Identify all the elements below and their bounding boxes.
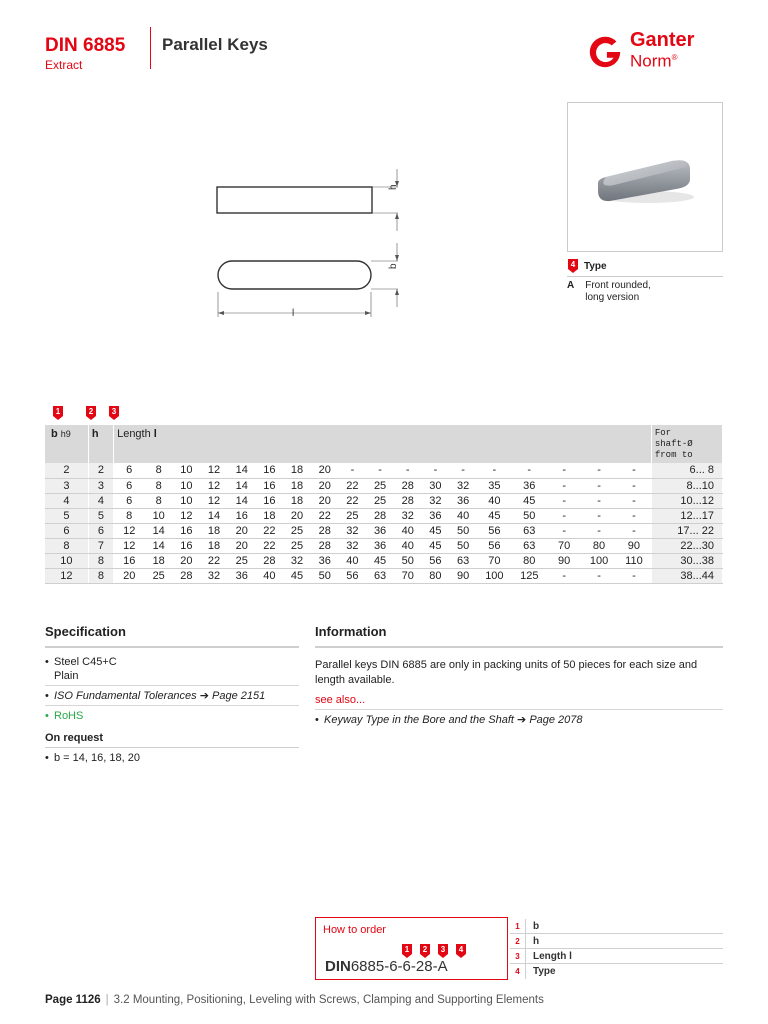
table-row <box>45 553 723 568</box>
table-cell: 20 <box>114 568 145 583</box>
table-cell: 20 <box>228 523 256 538</box>
table-cell: - <box>582 523 617 538</box>
table-cell: 30...38 <box>651 553 722 568</box>
table-cell: 20 <box>311 478 339 493</box>
on-request-item: • b = 14, 16, 18, 20 <box>45 752 140 764</box>
table-cell: 100 <box>477 568 512 583</box>
see-also-link[interactable]: see also... <box>315 694 723 710</box>
table-cell: 14 <box>228 463 256 478</box>
table-cell: 6... 8 <box>651 463 722 478</box>
table-cell: 10...12 <box>651 493 722 508</box>
table-cell: 40 <box>394 523 422 538</box>
table-cell: 45 <box>422 538 450 553</box>
table-cell: 3 <box>45 478 88 493</box>
table-header-row <box>45 425 723 463</box>
information-text: Parallel keys DIN 6885 are only in packing units of 50 pieces for each size and length available. <box>315 659 698 686</box>
type-legend <box>567 259 723 304</box>
table-row <box>45 508 723 523</box>
table-cell: 10 <box>173 493 201 508</box>
table-cell: 50 <box>449 523 477 538</box>
table-cell: - <box>582 493 617 508</box>
table-cell: 90 <box>616 538 651 553</box>
table-cell: 50 <box>394 553 422 568</box>
table-cell: 28 <box>173 568 201 583</box>
table-cell: 6 <box>114 463 145 478</box>
table-cell: 25 <box>145 568 173 583</box>
table-cell: 40 <box>339 553 367 568</box>
table-cell: 8 <box>114 508 145 523</box>
table-cell: 40 <box>256 568 284 583</box>
table-cell: 20 <box>311 493 339 508</box>
table-cell: 80 <box>512 553 547 568</box>
table-cell: 12 <box>114 523 145 538</box>
table-cell: 16 <box>256 463 284 478</box>
registered-mark: ® <box>671 53 678 62</box>
ganter-logo-icon <box>586 33 624 71</box>
table-cell: 36 <box>228 568 256 583</box>
table-cell: 40 <box>394 538 422 553</box>
table-cell: 45 <box>283 568 311 583</box>
table-cell: 50 <box>311 568 339 583</box>
table-cell: 80 <box>582 538 617 553</box>
table-cell: 32 <box>422 493 450 508</box>
order-badge-1: 1 <box>401 944 413 958</box>
table-cell: 90 <box>547 553 582 568</box>
table-cell: - <box>547 508 582 523</box>
table-cell: 70 <box>394 568 422 583</box>
table-cell: 6 <box>88 523 113 538</box>
spec-item-iso: • ISO Fundamental Tolerances ➔ Page 2151 <box>45 686 299 706</box>
table-cell: 5 <box>88 508 113 523</box>
table-cell: 6 <box>114 493 145 508</box>
table-cell: - <box>582 508 617 523</box>
footer-section: 3.2 Mounting, Positioning, Leveling with Screws, Clamping and Supporting Elements <box>113 994 544 1006</box>
table-cell: 28 <box>366 508 394 523</box>
table-cell: 110 <box>616 553 651 568</box>
table-cell: 14 <box>145 538 173 553</box>
table-cell: 8 <box>145 493 173 508</box>
table-cell: 12 <box>173 508 201 523</box>
table-row <box>45 523 723 538</box>
table-cell: - <box>582 478 617 493</box>
table-cell: 12 <box>114 538 145 553</box>
table-cell: 16 <box>256 478 284 493</box>
brand-name-line1: Ganter <box>630 29 695 51</box>
table-cell: 14 <box>228 493 256 508</box>
table-cell: 17... 22 <box>651 523 722 538</box>
dimension-l-label: l <box>292 308 295 319</box>
table-cell: - <box>616 508 651 523</box>
table-cell: - <box>394 463 422 478</box>
on-request-title: On request <box>45 732 299 748</box>
order-code: DIN6885-6-6-28-A <box>325 958 448 975</box>
page-subtitle: Parallel Keys <box>162 35 268 54</box>
table-cell: 32 <box>200 568 228 583</box>
table-cell: 40 <box>477 493 512 508</box>
keyway-link[interactable]: • Keyway Type in the Bore and the Shaft ➔ Page 2078 <box>315 714 583 726</box>
table-cell: 8...10 <box>651 478 722 493</box>
table-cell: 63 <box>449 553 477 568</box>
table-cell: 12 <box>200 493 228 508</box>
badge-3: 3 <box>108 406 120 420</box>
table-cell: 38...44 <box>651 568 722 583</box>
table-cell: - <box>616 523 651 538</box>
table-cell: - <box>616 568 651 583</box>
table-cell: 32 <box>339 538 367 553</box>
table-cell: 25 <box>366 493 394 508</box>
table-cell: 30 <box>422 478 450 493</box>
table-cell: 80 <box>422 568 450 583</box>
order-badge-3: 3 <box>437 944 449 958</box>
dimensions-table <box>45 425 723 584</box>
table-cell: 18 <box>283 478 311 493</box>
table-cell: 18 <box>200 523 228 538</box>
table-cell: 36 <box>366 523 394 538</box>
table-cell: - <box>616 493 651 508</box>
table-cell: 90 <box>449 568 477 583</box>
table-row <box>45 493 723 508</box>
brand-name-line2: Norm <box>630 51 672 71</box>
table-cell: 12...17 <box>651 508 722 523</box>
table-cell: 70 <box>547 538 582 553</box>
table-cell: 63 <box>366 568 394 583</box>
table-cell: - <box>582 568 617 583</box>
table-cell: 22 <box>200 553 228 568</box>
table-cell: 63 <box>512 538 547 553</box>
order-legend-row: 3 Length l <box>510 949 723 964</box>
table-cell: 32 <box>394 508 422 523</box>
table-cell: 20 <box>283 508 311 523</box>
table-cell: 10 <box>173 463 201 478</box>
order-legend-row: 2 h <box>510 934 723 949</box>
table-cell: 56 <box>339 568 367 583</box>
table-cell: 18 <box>283 463 311 478</box>
table-cell: 14 <box>228 478 256 493</box>
on-request-section <box>45 732 299 767</box>
how-to-order-box <box>315 917 508 980</box>
table-cell: 25 <box>283 523 311 538</box>
product-photo <box>567 102 723 252</box>
table-cell: 70 <box>477 553 512 568</box>
page-number: Page 1126 <box>45 994 101 1006</box>
table-cell: 32 <box>283 553 311 568</box>
table-cell: 32 <box>449 478 477 493</box>
table-cell: 20 <box>173 553 201 568</box>
order-legend-row: 1 b <box>510 919 723 934</box>
col-shaft-header: For shaft-Ø from to <box>651 425 722 463</box>
header-divider <box>150 27 151 69</box>
key-side-view <box>217 187 372 213</box>
type-desc-line1: Front rounded, <box>585 280 651 291</box>
table-cell: 36 <box>366 538 394 553</box>
table-cell: 36 <box>311 553 339 568</box>
table-cell: 2 <box>88 463 113 478</box>
table-cell: 45 <box>477 508 512 523</box>
table-cell: 28 <box>311 538 339 553</box>
page-title: DIN 6885 <box>45 35 126 56</box>
col-h-header: h <box>88 425 113 463</box>
spec-item-material: • Steel C45+C Plain <box>45 652 299 686</box>
table-cell: - <box>512 463 547 478</box>
parallel-key-image <box>568 103 724 253</box>
table-cell: 8 <box>145 478 173 493</box>
extract-label: Extract <box>45 58 83 72</box>
order-badge-4: 4 <box>455 944 467 958</box>
table-cell: 8 <box>88 568 113 583</box>
table-cell: 8 <box>88 553 113 568</box>
table-cell: - <box>547 523 582 538</box>
table-cell: 36 <box>512 478 547 493</box>
table-cell: 28 <box>311 523 339 538</box>
table-row <box>45 568 723 583</box>
table-cell: 14 <box>145 523 173 538</box>
table-cell: - <box>582 463 617 478</box>
table-cell: 25 <box>283 538 311 553</box>
table-cell: - <box>616 463 651 478</box>
table-cell: 36 <box>449 493 477 508</box>
specification-section <box>45 624 299 725</box>
table-cell: - <box>547 568 582 583</box>
table-cell: 56 <box>477 538 512 553</box>
information-title: Information <box>315 624 387 639</box>
table-cell: 10 <box>45 553 88 568</box>
table-cell: 18 <box>283 493 311 508</box>
table-cell: - <box>547 463 582 478</box>
table-cell: 18 <box>145 553 173 568</box>
order-badges <box>401 944 467 958</box>
key-top-view <box>218 261 371 289</box>
information-section <box>315 624 723 729</box>
table-cell: 32 <box>339 523 367 538</box>
table-cell: 45 <box>366 553 394 568</box>
table-cell: - <box>366 463 394 478</box>
table-cell: 6 <box>45 523 88 538</box>
table-cell: 25 <box>339 508 367 523</box>
table-cell: 22 <box>339 493 367 508</box>
col-b-header: b h9 <box>45 425 88 463</box>
table-cell: 18 <box>256 508 284 523</box>
table-cell: 16 <box>256 493 284 508</box>
table-cell: 12 <box>200 478 228 493</box>
badge-1: 1 <box>52 406 64 420</box>
type-row-a <box>567 280 723 304</box>
table-cell: 3 <box>88 478 113 493</box>
table-cell: 25 <box>366 478 394 493</box>
table-cell: 12 <box>200 463 228 478</box>
table-cell: 28 <box>394 478 422 493</box>
table-cell: 125 <box>512 568 547 583</box>
brand-logo-text <box>630 31 694 71</box>
table-cell: 50 <box>449 538 477 553</box>
table-cell: 16 <box>228 508 256 523</box>
footer-separator: | <box>105 994 109 1006</box>
table-cell: 28 <box>394 493 422 508</box>
table-cell: 20 <box>228 538 256 553</box>
table-cell: 22 <box>256 538 284 553</box>
table-cell: 40 <box>449 508 477 523</box>
dimension-b-label: b <box>388 263 399 269</box>
table-cell: 5 <box>45 508 88 523</box>
table-cell: 56 <box>477 523 512 538</box>
table-cell: - <box>422 463 450 478</box>
table-cell: 35 <box>477 478 512 493</box>
table-cell: 45 <box>512 493 547 508</box>
how-to-order-title: How to order <box>323 924 386 936</box>
specification-title: Specification <box>45 624 126 639</box>
table-cell: - <box>547 493 582 508</box>
table-cell: 22 <box>256 523 284 538</box>
table-cell: - <box>449 463 477 478</box>
badge-4: 4 <box>567 259 579 273</box>
table-cell: 50 <box>512 508 547 523</box>
table-cell: 56 <box>422 553 450 568</box>
table-cell: 25 <box>228 553 256 568</box>
table-cell: 7 <box>88 538 113 553</box>
table-cell: - <box>547 478 582 493</box>
table-cell: - <box>477 463 512 478</box>
table-cell: 16 <box>114 553 145 568</box>
type-desc-line2: long version <box>585 292 640 303</box>
col-length-header: Length l <box>114 425 652 463</box>
dimension-h-label: h <box>388 184 399 190</box>
spec-item-rohs: • RoHS <box>45 710 84 722</box>
table-cell: - <box>616 478 651 493</box>
table-cell: 36 <box>422 508 450 523</box>
table-cell: 28 <box>256 553 284 568</box>
order-badge-2: 2 <box>419 944 431 958</box>
table-cell: - <box>339 463 367 478</box>
type-key: A <box>567 280 575 291</box>
table-cell: 8 <box>145 463 173 478</box>
table-cell: 10 <box>145 508 173 523</box>
table-row <box>45 463 723 478</box>
order-legend <box>510 919 723 979</box>
table-cell: 14 <box>200 508 228 523</box>
table-cell: 4 <box>88 493 113 508</box>
table-cell: 4 <box>45 493 88 508</box>
technical-drawing <box>200 155 430 330</box>
badge-2: 2 <box>85 406 97 420</box>
table-cell: 22...30 <box>651 538 722 553</box>
table-cell: 22 <box>311 508 339 523</box>
table-cell: 100 <box>582 553 617 568</box>
table-row <box>45 478 723 493</box>
table-cell: 63 <box>512 523 547 538</box>
table-cell: 45 <box>422 523 450 538</box>
table-cell: 8 <box>45 538 88 553</box>
table-cell: 18 <box>200 538 228 553</box>
table-row <box>45 538 723 553</box>
table-cell: 6 <box>114 478 145 493</box>
table-cell: 16 <box>173 538 201 553</box>
table-cell: 10 <box>173 478 201 493</box>
order-legend-row: 4 Type <box>510 964 723 979</box>
table-cell: 22 <box>339 478 367 493</box>
page-footer <box>45 994 544 1006</box>
table-cell: 2 <box>45 463 88 478</box>
table-cell: 12 <box>45 568 88 583</box>
table-cell: 20 <box>311 463 339 478</box>
table-cell: 16 <box>173 523 201 538</box>
type-title: Type <box>584 260 607 272</box>
